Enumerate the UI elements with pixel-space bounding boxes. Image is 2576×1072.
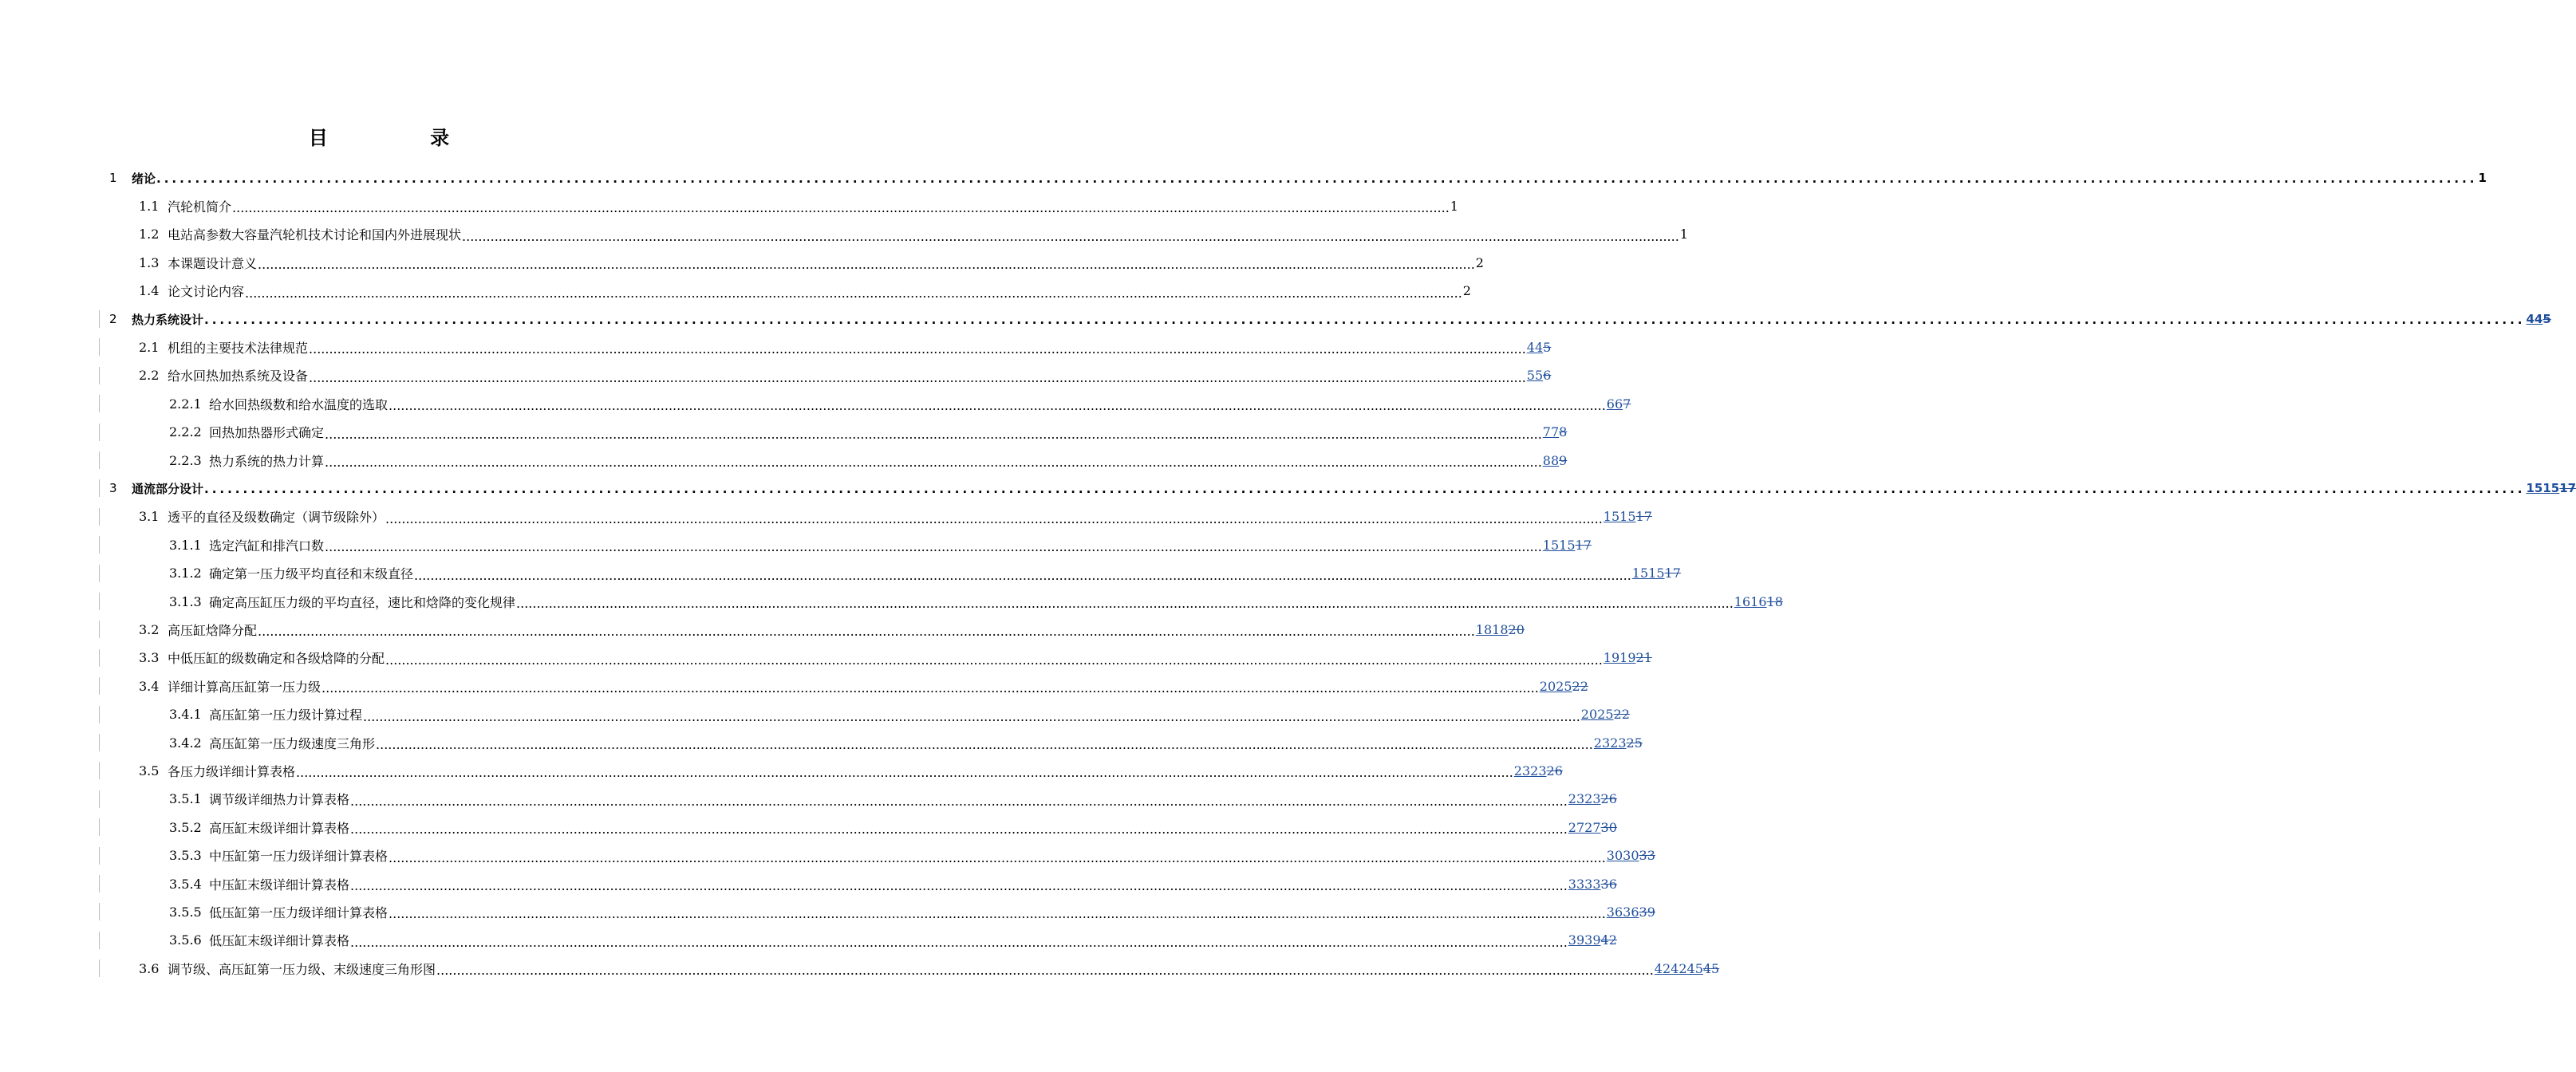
toc-page-number[interactable] <box>1607 396 1631 412</box>
toc-entry-number: 1 <box>109 171 117 185</box>
page-number-new[interactable]: 1616 <box>1734 593 1767 609</box>
revision-change-bar <box>99 790 100 808</box>
page-number-new[interactable]: 3939 <box>1568 932 1601 948</box>
toc-dot-leader: ............................................................................................................................................................................................................................................................................................................ <box>350 793 1568 809</box>
toc-dot-leader: ............................................................................................................................................................................................................................................................................................................ <box>389 906 1606 922</box>
page-number-new[interactable]: 2323 <box>1513 763 1547 778</box>
toc-dot-leader: ............................................................................................................................................................................................................................................................................................................ <box>325 426 1542 442</box>
page-number-new[interactable]: 3636 <box>1606 904 1639 920</box>
page-number-deleted: 20 <box>1508 621 1525 637</box>
toc-entry[interactable] <box>139 221 1688 248</box>
toc-entry-number: 2.2 <box>139 368 160 384</box>
revision-change-bar <box>99 451 100 469</box>
page-number-deleted: 6 <box>1543 368 1552 384</box>
revision-change-bar <box>99 649 100 667</box>
toc-page-number[interactable] <box>1568 877 1617 892</box>
toc-entry-number: 2.2.2 <box>169 424 202 440</box>
toc-page-number[interactable]: 2 <box>1462 283 1471 299</box>
toc-entry-number: 1.1 <box>139 198 160 214</box>
toc-entry-title: 中压缸末级详细计算表格 <box>209 877 350 893</box>
page-number-new[interactable]: 88 <box>1542 452 1560 468</box>
toc-entry-number: 3.6 <box>139 960 160 976</box>
page-number-deleted: 22 <box>1613 707 1630 723</box>
toc-page-number[interactable] <box>1568 932 1617 948</box>
page-number-deleted: 25 <box>1626 735 1643 751</box>
toc-entry-number: 3.1.2 <box>169 566 202 581</box>
page-number-new[interactable]: 2323 <box>1568 791 1601 807</box>
page-number-deleted: 26 <box>1600 791 1617 807</box>
page-number-deleted: 45 <box>1702 960 1720 976</box>
toc-entry-title: 电站高参数大容量汽轮机技术讨论和国内外进展现状 <box>168 227 462 243</box>
toc-dot-leader: ............................................................................................................................................................................................................................................................................................................ <box>204 482 2526 497</box>
toc-entry-number: 3.1.3 <box>169 593 202 609</box>
toc-entry-title: 高压缸焓降分配 <box>168 622 258 638</box>
revision-change-bar <box>99 677 100 695</box>
toc-dot-leader: ............................................................................................................................................................................................................................................................................................................ <box>325 539 1542 555</box>
toc-entry-title: 调节级、高压缸第一压力级、末级速度三角形图 <box>168 961 436 977</box>
toc-entry[interactable] <box>109 164 2487 191</box>
page-number-deleted: 7 <box>1623 396 1631 412</box>
toc-entry[interactable] <box>169 701 1630 728</box>
toc-dot-leader: ............................................................................................................................................................................................................................................................................................................ <box>245 285 1462 301</box>
page-number-deleted: 39 <box>1639 904 1655 920</box>
toc-entry-title: 热力系统设计 <box>132 312 204 327</box>
toc-entry[interactable] <box>169 588 1783 615</box>
toc-entry-title: 通流部分设计 <box>132 481 204 496</box>
toc-page-number[interactable] <box>2527 481 2576 495</box>
toc-dot-leader: ............................................................................................................................................................................................................................................................................................................ <box>350 934 1568 950</box>
page-number-deleted: 18 <box>1766 593 1783 609</box>
toc-page-number[interactable]: 1 <box>1450 198 1458 214</box>
page-number-new[interactable]: 3030 <box>1606 848 1639 864</box>
toc-entry[interactable] <box>169 870 1617 897</box>
page-number-new[interactable]: 2727 <box>1568 819 1601 835</box>
page-number-deleted: 26 <box>1546 763 1563 778</box>
toc-dot-leader: ............................................................................................................................................................................................................................................................................................................ <box>156 171 2478 186</box>
toc-entry-title: 低压缸第一压力级详细计算表格 <box>209 905 389 920</box>
toc-page-number[interactable] <box>1543 538 1592 553</box>
toc-entry-title: 各压力级详细计算表格 <box>168 763 296 779</box>
toc-dot-leader: ............................................................................................................................................................................................................................................................................................................ <box>436 963 1654 979</box>
revision-change-bar <box>99 818 100 836</box>
toc-entry[interactable] <box>169 419 1568 446</box>
toc-entry-number: 3.5.2 <box>169 819 202 835</box>
revision-change-bar <box>99 479 100 497</box>
toc-entry-title: 低压缸末级详细计算表格 <box>209 933 350 949</box>
toc-entry-title: 透平的直径及级数确定（调节级除外） <box>168 510 385 526</box>
page-number-new[interactable]: 1515 <box>1631 566 1665 581</box>
toc-page-number[interactable] <box>1543 424 1568 439</box>
page-number-deleted: 42 <box>1600 932 1617 948</box>
revision-change-bar <box>99 960 100 977</box>
toc-page-number[interactable] <box>1543 453 1568 468</box>
toc-entry-title: 高压缸第一压力级速度三角形 <box>209 735 376 751</box>
toc-entry[interactable] <box>109 305 2551 333</box>
toc-dot-leader: ............................................................................................................................................................................................................................................................................................................ <box>516 596 1734 611</box>
page-number-deleted: 5 <box>1543 339 1552 355</box>
toc-page-number[interactable] <box>1568 791 1617 806</box>
page-number-deleted: 9 <box>1559 452 1568 468</box>
toc-entry-number: 3.1 <box>139 509 160 525</box>
page-number-new[interactable]: 44 <box>1526 339 1544 355</box>
revision-change-bar <box>99 706 100 723</box>
toc-entry[interactable] <box>169 786 1617 813</box>
revision-change-bar <box>99 762 100 779</box>
toc-page-number[interactable] <box>1734 594 1783 609</box>
toc-entry-number: 3.4.1 <box>169 707 202 723</box>
revision-change-bar <box>99 508 100 526</box>
page-number-deleted: 8 <box>1559 424 1568 440</box>
toc-page-number[interactable] <box>1476 622 1525 637</box>
revision-change-bar <box>99 310 100 328</box>
toc-page-number[interactable] <box>1607 848 1655 863</box>
toc-entry[interactable] <box>169 842 1655 869</box>
page-number-deleted: 17 <box>2559 481 2576 496</box>
toc-dot-leader: ............................................................................................................................................................................................................................................................................................................ <box>309 369 1526 385</box>
toc-entry-number: 1.4 <box>139 283 160 299</box>
toc-entry-number: 2 <box>109 312 117 326</box>
toc-entry[interactable] <box>139 362 1552 389</box>
toc-dot-leader: ............................................................................................................................................................................................................................................................................................................ <box>385 510 1603 526</box>
toc-dot-leader: ............................................................................................................................................................................................................................................................................................................ <box>258 624 1475 640</box>
toc-dot-leader: ............................................................................................................................................................................................................................................................................................................ <box>376 737 1593 752</box>
toc-entry[interactable] <box>139 278 1471 305</box>
toc-entry-number: 1.3 <box>139 254 160 270</box>
toc-entry-title: 绪论 <box>132 171 156 186</box>
toc-dot-leader: ............................................................................................................................................................................................................................................................................................................ <box>204 313 2526 327</box>
toc-entry-number: 3.3 <box>139 650 160 666</box>
toc-page-number[interactable] <box>1604 509 1652 524</box>
toc-entry[interactable] <box>169 560 1681 587</box>
page-number-new[interactable]: 1515 <box>2526 481 2560 496</box>
toc-entry-title: 给水回热加热系统及设备 <box>168 368 309 384</box>
toc-dot-leader: ............................................................................................................................................................................................................................................................................................................ <box>350 822 1568 838</box>
toc-page-number[interactable] <box>1514 763 1563 778</box>
toc-entry-number: 3.5 <box>139 763 160 778</box>
toc-entry[interactable] <box>139 644 1652 672</box>
page-number-deleted: 33 <box>1639 848 1655 864</box>
toc-entry-title: 调节级详细热力计算表格 <box>209 792 350 808</box>
toc-entry[interactable] <box>169 927 1617 954</box>
revision-change-bar <box>99 847 100 865</box>
toc-page-number[interactable] <box>2527 312 2551 326</box>
toc-dot-leader: ............................................................................................................................................................................................................................................................................................................ <box>309 341 1526 357</box>
toc-dot-leader: ............................................................................................................................................................................................................................................................................................................ <box>389 849 1606 865</box>
toc-entry-title: 确定第一压力级平均直径和末级直径 <box>209 566 414 582</box>
toc-entry[interactable] <box>169 814 1617 841</box>
toc-page-number[interactable] <box>1604 650 1652 665</box>
toc-entry[interactable] <box>139 955 1720 982</box>
toc-entry-number: 2.2.1 <box>169 396 202 412</box>
toc-entry-title: 中压缸第一压力级详细计算表格 <box>209 849 389 865</box>
toc-entry[interactable] <box>139 503 1652 530</box>
page-number-new[interactable]: 1515 <box>1542 537 1576 553</box>
toc-entry-title: 高压缸第一压力级计算过程 <box>209 707 363 723</box>
toc-entry-number: 3.4.2 <box>169 735 202 751</box>
revision-change-bar <box>99 536 100 554</box>
toc-dot-leader: ............................................................................................................................................................................................................................................................................................................ <box>414 567 1631 583</box>
toc-entry-title: 汽轮机简介 <box>168 199 232 215</box>
toc-entry[interactable] <box>169 898 1655 925</box>
toc-dot-leader: ............................................................................................................................................................................................................................................................................................................ <box>385 652 1603 668</box>
toc-entry-number: 3.2 <box>139 621 160 637</box>
toc-page-number[interactable] <box>1527 340 1552 355</box>
toc-entry-number: 3.1.1 <box>169 537 202 553</box>
page-number-deleted: 22 <box>1572 678 1588 694</box>
toc-dot-leader: ............................................................................................................................................................................................................................................................................................................ <box>389 398 1606 414</box>
revision-change-bar <box>99 338 100 356</box>
toc-page-number[interactable] <box>1632 566 1681 581</box>
page-number-deleted: 17 <box>1575 537 1592 553</box>
toc-page-number[interactable] <box>1540 679 1588 694</box>
revision-change-bar <box>99 593 100 610</box>
toc-entry-title: 确定高压缸压力级的平均直径，速比和焓降的变化规律 <box>209 594 516 610</box>
toc-entry-number: 3.5.6 <box>169 932 202 948</box>
toc-entry[interactable] <box>169 447 1568 474</box>
revision-change-bar <box>99 903 100 920</box>
page-number-deleted: 30 <box>1600 819 1617 835</box>
page-number-deleted: 36 <box>1600 876 1617 892</box>
page-number-new[interactable]: 2323 <box>1593 735 1627 751</box>
toc-page-number[interactable]: 2 <box>1475 254 1484 270</box>
toc-entry[interactable] <box>169 390 1631 417</box>
toc-entry-number: 3 <box>109 481 117 496</box>
toc-dot-leader: ............................................................................................................................................................................................................................................................................................................ <box>350 878 1568 893</box>
toc-page-number[interactable] <box>1594 735 1643 751</box>
toc-entry-title: 机组的主要技术法律规范 <box>168 340 309 356</box>
toc-entry-number: 3.5.3 <box>169 848 202 864</box>
toc-entry-number: 3.4 <box>139 678 160 694</box>
page-number-deleted: 17 <box>1635 509 1652 525</box>
page-number-new[interactable]: 1515 <box>1603 509 1636 525</box>
toc-page-number[interactable] <box>1568 820 1617 835</box>
page-number-new[interactable]: 424245 <box>1654 960 1703 976</box>
toc-entry-title: 回热加热器形式确定 <box>209 425 325 441</box>
toc-dot-leader: ............................................................................................................................................................................................................................................................................................................ <box>232 200 1450 216</box>
toc-entry-title: 选定汽缸和排汽口数 <box>209 538 325 554</box>
toc-dot-leader: ............................................................................................................................................................................................................................................................................................................ <box>296 765 1513 781</box>
page-title: 目 录 <box>308 127 498 149</box>
toc-entry[interactable] <box>139 672 1588 700</box>
revision-change-bar <box>99 395 100 412</box>
toc-entry-number: 3.5.5 <box>169 904 202 920</box>
toc-entry[interactable] <box>139 192 1458 219</box>
toc-entry[interactable] <box>169 729 1643 756</box>
toc-entry-number: 2.2.3 <box>169 452 202 468</box>
toc-entry-number: 3.5.1 <box>169 791 202 807</box>
page-number-deleted: 17 <box>1664 566 1681 581</box>
toc-entry[interactable] <box>139 616 1525 643</box>
toc-entry-title: 热力系统的热力计算 <box>209 453 325 469</box>
toc-entry-title: 本课题设计意义 <box>168 255 258 271</box>
page-number-new[interactable]: 55 <box>1526 368 1544 384</box>
toc-page-number[interactable] <box>1581 707 1630 722</box>
toc-dot-leader: ............................................................................................................................................................................................................................................................................................................ <box>363 708 1580 724</box>
toc-entry[interactable] <box>139 249 1484 276</box>
toc-dot-leader: ............................................................................................................................................................................................................................................................................................................ <box>322 680 1539 696</box>
page-number-deleted: 5 <box>2542 312 2551 326</box>
toc-page-number[interactable] <box>1607 905 1655 920</box>
toc-page-number[interactable] <box>1655 961 1719 976</box>
toc-entry-title: 给水回热级数和给水温度的选取 <box>209 396 389 412</box>
revision-change-bar <box>99 875 100 893</box>
toc-entry-title: 详细计算高压缸第一压力级 <box>168 679 322 695</box>
page-number-deleted: 21 <box>1635 650 1652 666</box>
page-number-new[interactable]: 1919 <box>1603 650 1636 666</box>
page-number-new[interactable]: 2025 <box>1580 707 1614 723</box>
toc-entry[interactable] <box>169 531 1592 558</box>
toc-entry-title: 中低压缸的级数确定和各级焓降的分配 <box>168 651 385 667</box>
revision-change-bar <box>99 932 100 949</box>
page-number-new[interactable]: 2025 <box>1539 678 1572 694</box>
toc-page-number[interactable]: 1 <box>2478 171 2487 185</box>
toc-dot-leader: ............................................................................................................................................................................................................................................................................................................ <box>462 228 1679 244</box>
page-number-new[interactable]: 44 <box>2526 312 2543 326</box>
toc-entry-number: 1.2 <box>139 227 160 242</box>
toc-entry[interactable] <box>109 475 2576 502</box>
revision-change-bar <box>99 367 100 384</box>
toc-page-number[interactable] <box>1527 368 1552 383</box>
toc-entry-title: 论文讨论内容 <box>168 284 245 300</box>
toc-dot-leader: ............................................................................................................................................................................................................................................................................................................ <box>325 455 1542 470</box>
toc-entry-title: 高压缸末级详细计算表格 <box>209 820 350 836</box>
page-number-new[interactable]: 66 <box>1606 396 1623 412</box>
toc-entry[interactable] <box>139 333 1552 361</box>
page-number-new[interactable]: 77 <box>1542 424 1560 440</box>
toc-entry[interactable] <box>139 757 1563 784</box>
revision-change-bar <box>99 734 100 751</box>
toc-dot-leader: ............................................................................................................................................................................................................................................................................................................ <box>258 257 1475 273</box>
toc-entry-number: 2.1 <box>139 339 160 355</box>
page-number-new[interactable]: 3333 <box>1568 876 1601 892</box>
revision-change-bar <box>99 424 100 441</box>
toc-page-number[interactable]: 1 <box>1679 227 1688 242</box>
revision-change-bar <box>99 565 100 582</box>
revision-change-bar <box>99 621 100 638</box>
toc-entry-number: 3.5.4 <box>169 876 202 892</box>
page-number-new[interactable]: 1818 <box>1475 621 1509 637</box>
